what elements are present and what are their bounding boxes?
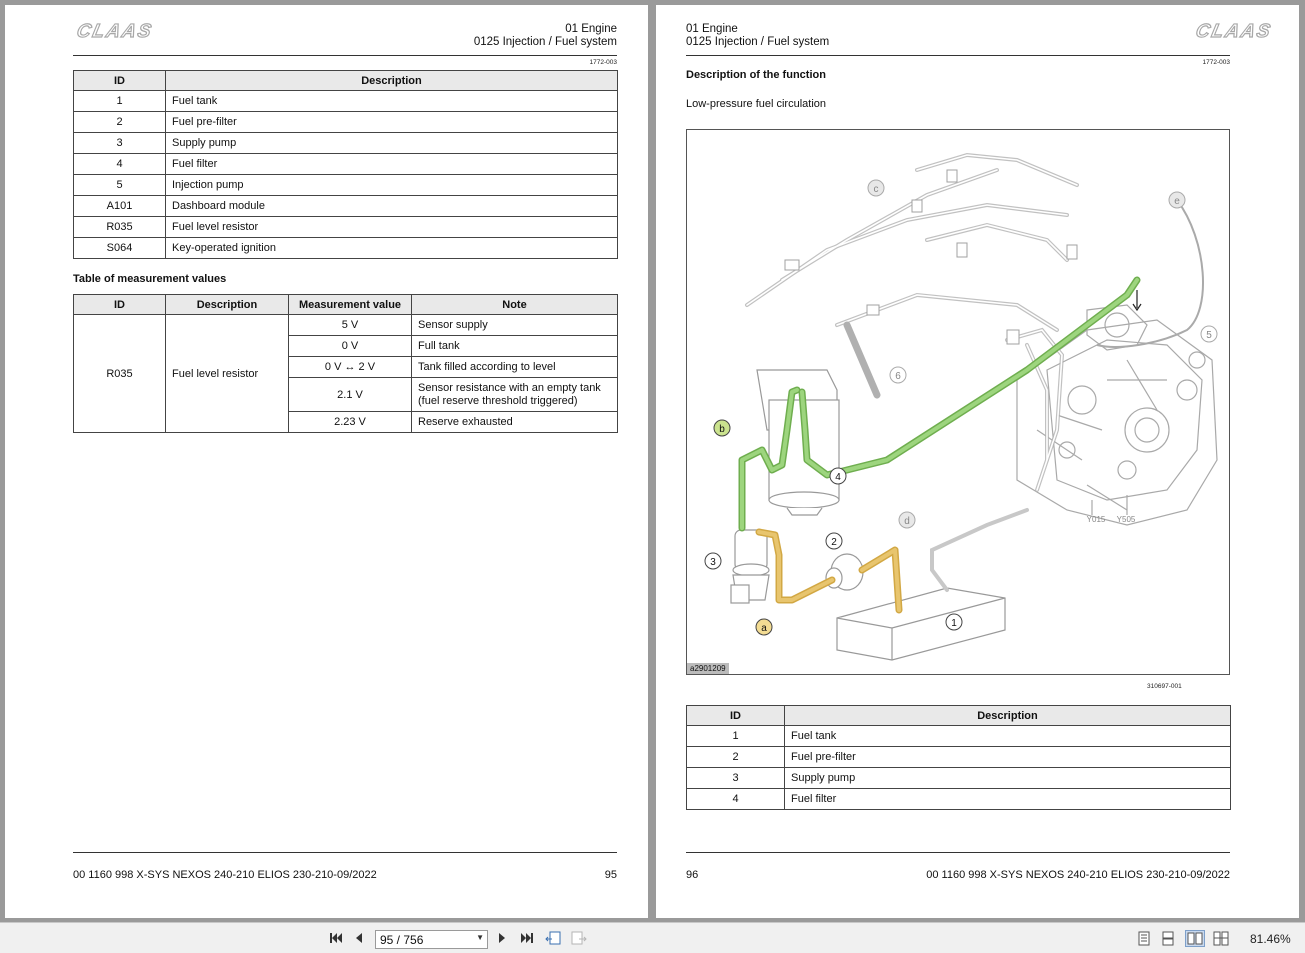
cell-id: S064	[74, 238, 166, 259]
cell-note: Sensor supply	[412, 315, 618, 336]
cell-description: Injection pump	[166, 175, 618, 196]
suction-line	[759, 532, 832, 600]
two-page-continuous-icon[interactable]	[1213, 931, 1227, 946]
col-header-id: ID	[74, 71, 166, 91]
first-page-icon[interactable]	[329, 931, 343, 947]
label-b	[714, 420, 730, 436]
svg-text:a: a	[761, 623, 767, 634]
label-a	[756, 619, 772, 635]
header-chapter: 01 Engine	[686, 23, 738, 35]
col-header-description: Description	[166, 71, 618, 91]
supply-pump-drawing	[731, 530, 769, 603]
svg-text:b: b	[719, 424, 725, 435]
footer-doc-title: 00 1160 998 X-SYS NEXOS 240-210 ELIOS 230-210-09/2022	[926, 869, 1230, 881]
table-row	[687, 747, 1231, 768]
components-table	[73, 70, 618, 259]
label-c	[868, 180, 884, 196]
cell-id: 3	[687, 768, 785, 789]
cell-description: Supply pump	[785, 768, 1231, 789]
cell-note: Full tank	[412, 336, 618, 357]
single-page-view-icon[interactable]	[1138, 931, 1152, 946]
col-header-note: Note	[412, 295, 618, 315]
page-number: 96	[686, 869, 699, 881]
suction-line-outline	[759, 532, 832, 600]
zoom-level[interactable]: 81.46%	[1250, 932, 1291, 946]
callout-6	[890, 367, 906, 383]
svg-text:5: 5	[1206, 330, 1212, 341]
col-header-description: Description	[166, 295, 289, 315]
table-row	[687, 726, 1231, 747]
chevron-down-icon[interactable]: ▼	[476, 933, 484, 942]
cell-description: Fuel tank	[166, 91, 618, 112]
cell-value: 0 V ↔ 2 V	[289, 357, 412, 378]
callout-4	[830, 468, 846, 484]
label-d	[899, 512, 915, 528]
svg-text:3: 3	[710, 557, 716, 568]
line-fittings	[785, 170, 1077, 344]
measurement-title: Table of measurement values	[73, 273, 227, 285]
label-e	[1169, 192, 1185, 208]
cell-description: Fuel tank	[785, 726, 1231, 747]
table-row	[687, 768, 1231, 789]
table-row	[74, 196, 618, 217]
cell-description: Dashboard module	[166, 196, 618, 217]
page-header	[474, 23, 617, 49]
svg-text:e: e	[1174, 196, 1180, 207]
cell-id: R035	[74, 217, 166, 238]
cell-description: Fuel filter	[166, 154, 618, 175]
page-number-value: 95 / 756	[380, 933, 424, 947]
page-number-field[interactable]	[375, 930, 488, 949]
last-page-icon[interactable]	[520, 931, 534, 947]
cell-id: 3	[74, 133, 166, 154]
cell-value: 2.1 V	[289, 378, 412, 412]
table-row	[74, 133, 618, 154]
footer-doc-title: 00 1160 998 X-SYS NEXOS 240-210 ELIOS 230-210-09/2022	[73, 869, 377, 881]
callout-1	[946, 614, 962, 630]
cell-value: 2.23 V	[289, 412, 412, 433]
callout-2	[826, 533, 842, 549]
subtitle: Low-pressure fuel circulation	[686, 98, 827, 110]
cell-id: R035	[74, 315, 166, 433]
cell-description: Fuel pre-filter	[166, 112, 618, 133]
col-header-description: Description	[785, 706, 1231, 726]
back-view-icon[interactable]	[545, 931, 561, 948]
injector-nozzle	[847, 325, 877, 395]
figure-id: a2901209	[687, 663, 729, 674]
header-rule	[73, 55, 617, 56]
header-chapter: 01 Engine	[565, 23, 617, 35]
cell-id: 2	[687, 747, 785, 768]
doc-id: 1772-003	[1202, 59, 1230, 66]
table-row	[74, 154, 618, 175]
cell-description: Supply pump	[166, 133, 618, 154]
label-y015: Y015	[1086, 515, 1106, 524]
two-page-view-icon[interactable]	[1185, 930, 1205, 947]
fuel-tank-drawing	[837, 588, 1005, 660]
next-page-icon[interactable]	[497, 931, 507, 947]
svg-text:1: 1	[951, 618, 957, 629]
cell-id: 2	[74, 112, 166, 133]
previous-page-icon[interactable]	[354, 931, 364, 947]
cell-id: 5	[74, 175, 166, 196]
figure-ref: 310697-001	[1147, 683, 1182, 690]
table-row	[687, 789, 1231, 810]
table-row	[74, 112, 618, 133]
doc-id: 1772-003	[589, 59, 617, 66]
right-page	[656, 5, 1299, 918]
svg-text:4: 4	[835, 472, 841, 483]
components-table	[686, 705, 1231, 810]
table-row	[74, 238, 618, 259]
cell-description: Key-operated ignition	[166, 238, 618, 259]
callout-5	[1201, 326, 1217, 342]
section-title: Description of the function	[686, 69, 826, 81]
cell-note	[412, 378, 618, 412]
claas-logo: CLAAS	[74, 21, 155, 42]
viewer-toolbar	[0, 922, 1305, 953]
note-line-1: Sensor resistance with an empty tank	[418, 381, 601, 394]
table-row	[74, 217, 618, 238]
return-line	[1097, 200, 1203, 347]
cell-value: 0 V	[289, 336, 412, 357]
left-page	[5, 5, 648, 918]
cell-id: A101	[74, 196, 166, 217]
cell-id: 4	[687, 789, 785, 810]
note-line-2: (fuel reserve threshold triggered)	[418, 394, 578, 407]
cell-description: Fuel level resistor	[166, 217, 618, 238]
footer-rule	[73, 852, 617, 853]
measurement-table	[73, 294, 618, 433]
table-row	[74, 91, 618, 112]
diagram-svg	[687, 130, 1230, 675]
cell-description: Fuel level resistor	[166, 315, 289, 433]
col-header-id: ID	[74, 295, 166, 315]
cell-id: 4	[74, 154, 166, 175]
cell-id: 1	[74, 91, 166, 112]
callout-3	[705, 553, 721, 569]
cell-note: Tank filled according to level	[412, 357, 618, 378]
svg-text:6: 6	[895, 371, 901, 382]
page-number: 95	[604, 869, 617, 881]
table-row	[74, 175, 618, 196]
svg-text:d: d	[904, 516, 910, 527]
continuous-view-icon[interactable]	[1162, 931, 1176, 946]
cell-value: 5 V	[289, 315, 412, 336]
fuel-system-diagram	[686, 129, 1230, 675]
header-section: 0125 Injection / Fuel system	[473, 36, 617, 48]
col-header-measurement: Measurement value	[289, 295, 412, 315]
header-section: 0125 Injection / Fuel system	[686, 36, 830, 48]
col-header-id: ID	[687, 706, 785, 726]
cell-description: Fuel filter	[785, 789, 1231, 810]
cell-note: Reserve exhausted	[412, 412, 618, 433]
page-header	[686, 23, 829, 49]
label-y505: Y505	[1116, 515, 1136, 524]
pre-filter-drawing	[826, 554, 863, 590]
svg-text:c: c	[873, 184, 879, 195]
svg-text:2: 2	[831, 537, 837, 548]
cell-description: Fuel pre-filter	[785, 747, 1231, 768]
cell-id: 1	[687, 726, 785, 747]
forward-view-icon[interactable]	[571, 931, 587, 948]
header-rule	[686, 55, 1230, 56]
footer-rule	[686, 852, 1230, 853]
claas-logo: CLAAS	[1193, 21, 1274, 42]
table-row	[74, 315, 618, 336]
